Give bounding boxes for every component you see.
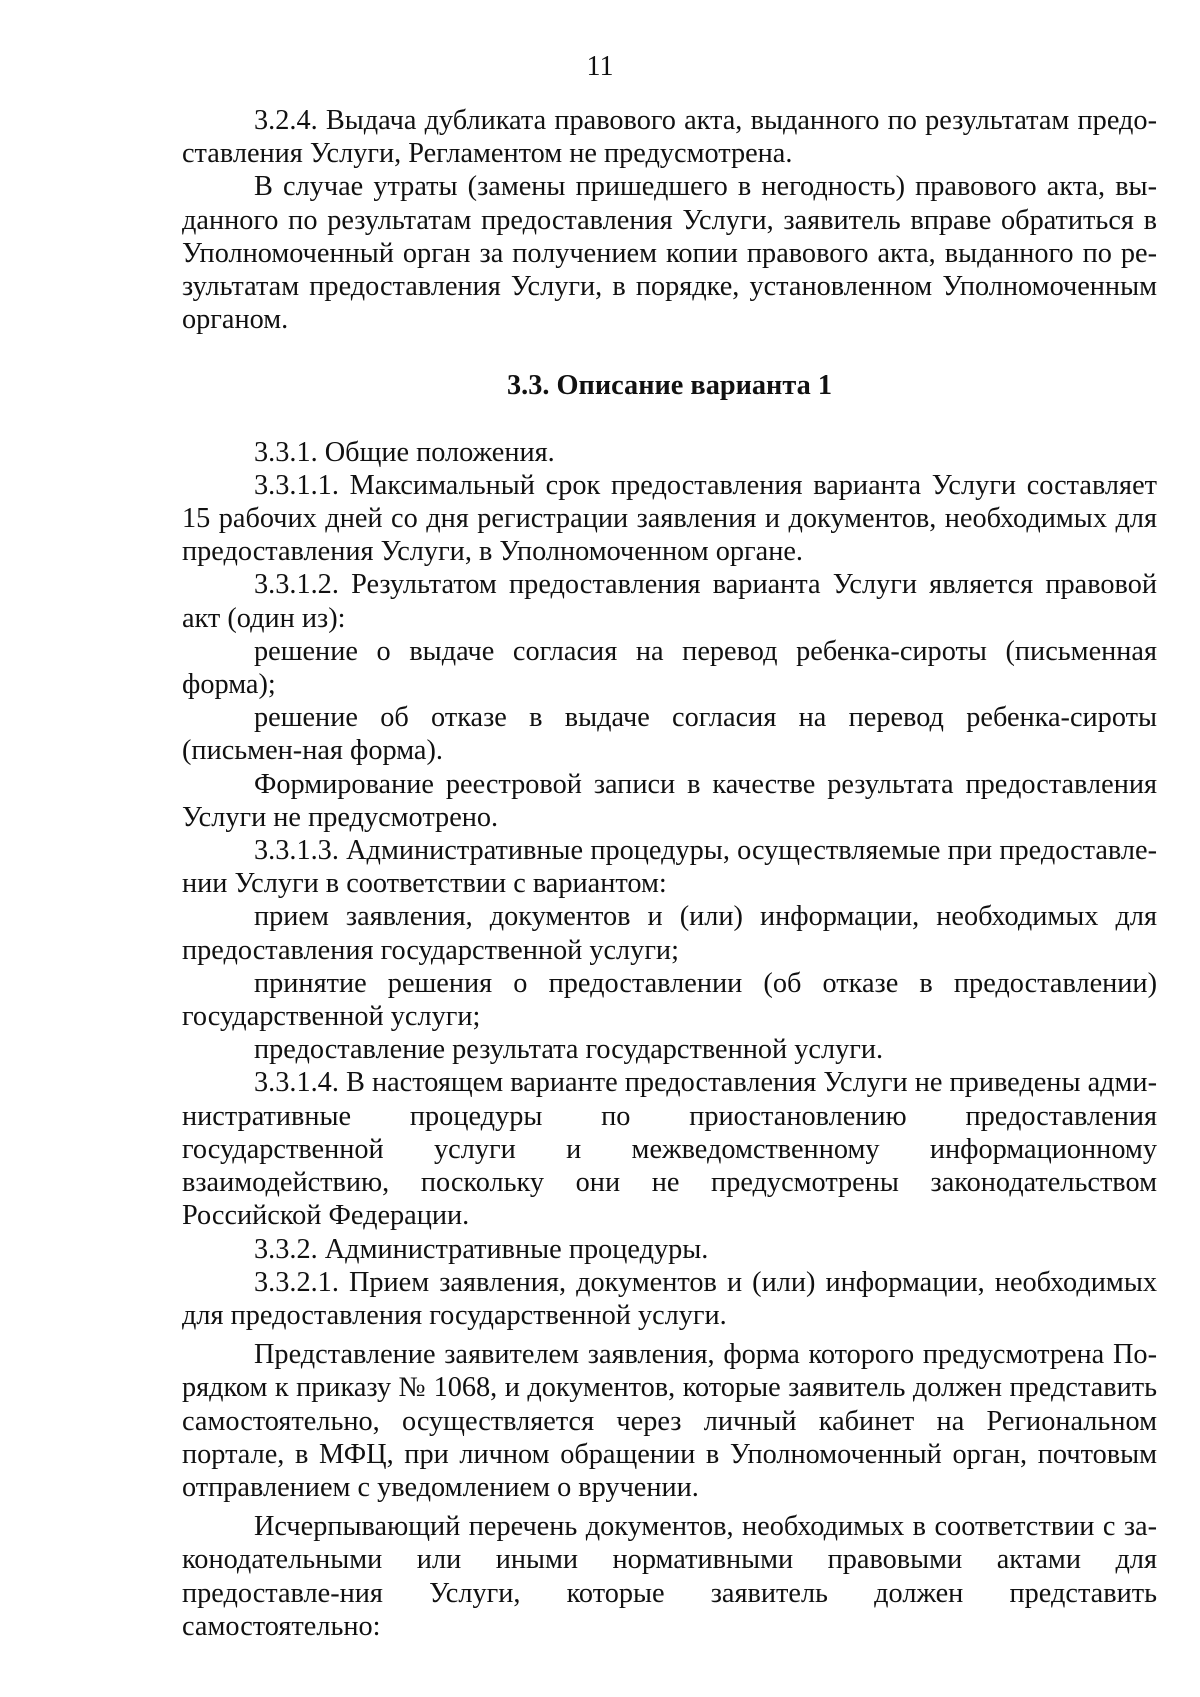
paragraph-3-3-2-1: 3.3.2.1. Прием заявления, документов и (или) информации, необходимых для предоставления государственной услуги. (182, 1266, 1157, 1331)
paragraph-3-3-1-1: 3.3.1.1. Максимальный срок предоставления варианта Услуги составляет 15 рабочих дней со дня регистрации заявления и документов, необходимых для предоставления Услуги, в Уполномоченном органе. (182, 469, 1157, 568)
list-item-procedure-reception: прием заявления, документов и (или) информации, необходимых для предоставления государственной услуги; (182, 901, 1157, 966)
paragraph-3-3-1-4: 3.3.1.4. В настоящем варианте предоставления Услуги не приведены адми-нистративные процедуры по приостановлению предоставления государственной услуги и межведомственному информационному взаимодействию, поскольку они не предусмотрены законодательством Российской Федерации. (182, 1067, 1157, 1232)
paragraph-3-3-1: 3.3.1. Общие положения. (254, 436, 555, 468)
section-heading: 3.3. Описание варианта 1 (507, 370, 832, 402)
paragraph-3-2-4: 3.2.4. Выдача дубликата правового акта, выданного по результатам предо-ставления Услуги, Регламентом не предусмотрена. (182, 105, 1157, 170)
list-item-result-approval: решение о выдаче согласия на перевод ребенка-сироты (письменная форма); (182, 635, 1157, 701)
paragraph-3-3-1-3: 3.3.1.3. Административные процедуры, осуществляемые при предоставле-нии Услуги в соответствии с вариантом: (182, 835, 1157, 900)
list-item-procedure-result: предоставление результата государственной услуги. (254, 1034, 884, 1066)
document-body (182, 104, 1157, 1643)
paragraph-submission: Представление заявителем заявления, форма которого предусмотрена По-рядком к приказу № 1068, и документов, которые заявитель должен представить самостоятельно, осуществляется через личный кабинет на Региональном портале, в МФЦ, при личном обращении в Уполномоченный орган, почтовым отправлением с уведомлением о вручении. (182, 1339, 1157, 1503)
page-number: 11 (586, 51, 614, 82)
paragraph-3-3-1-2: 3.3.1.2. Результатом предоставления варианта Услуги является правовой акт (один из): (182, 569, 1157, 634)
paragraph-3-3-2: 3.3.2. Административные процедуры. (254, 1233, 709, 1265)
paragraph-document-list: Исчерпывающий перечень документов, необходимых в соответствии с за-конодательными или иными нормативными правовыми актами для предоставле-ния Услуги, которые заявитель должен представить самостоятельно: (182, 1511, 1157, 1642)
list-item-result-refusal: решение об отказе в выдаче согласия на перевод ребенка-сироты (письмен-ная форма). (182, 702, 1157, 767)
paragraph-loss-replacement: В случае утраты (замены пришедшего в негодность) правового акта, вы-данного по результатам предоставления Услуги, заявитель вправе обратиться в Уполномоченный орган за получением копии правового акта, выданного по ре-зультатам предоставления Услуги, в порядке, установленном Уполномоченным органом. (182, 171, 1157, 336)
paragraph-registry-record: Формирование реестровой записи в качестве результата предоставления Услуги не предусмотрено. (182, 768, 1157, 833)
list-item-procedure-decision: принятие решения о предоставлении (об отказе в предоставлении) государственной услуги; (182, 967, 1157, 1033)
